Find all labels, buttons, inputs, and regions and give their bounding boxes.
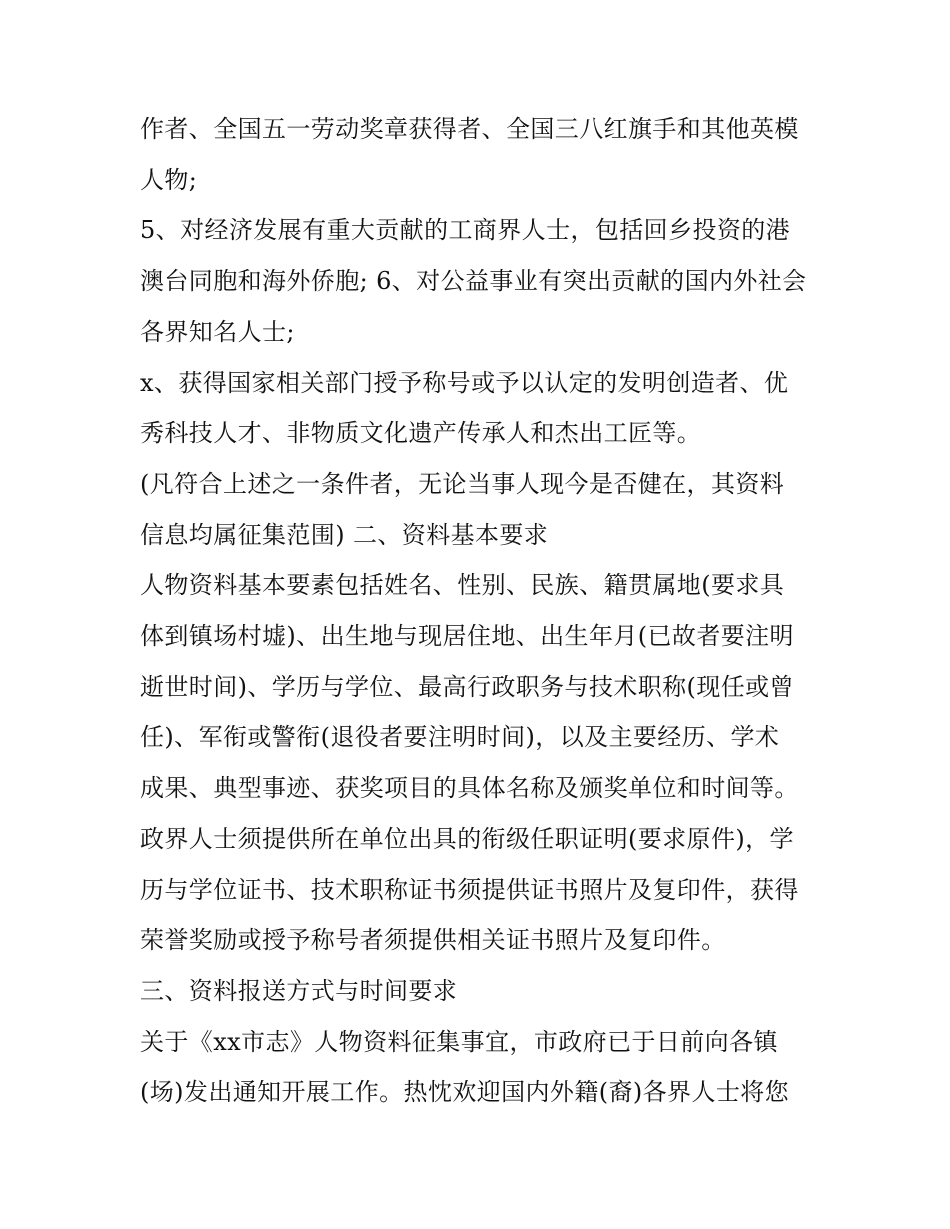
document-body: [140, 104, 820, 1118]
text-line: 作者、全国五一劳动奖章获得者、全国三八红旗手和其他英模: [140, 115, 799, 143]
text-line: 成果、典型事迹、获奖项目的具体名称及颁奖单位和时间等。: [140, 774, 799, 803]
text-line: (凡符合上述之一条件者，无论当事人现今是否健在，其资料: [140, 469, 785, 498]
text-line: x、获得国家相关部门授予称号或予以认定的发明创造者、优: [140, 368, 789, 397]
text-line: 任)、军衔或警衔(退役者要注明时间)，以及主要经历、学术: [140, 723, 780, 752]
text-line: 人物;: [140, 165, 198, 194]
text-line: (场)发出通知开展工作。热忱欢迎国内外籍(裔)各界人士将您: [140, 1078, 790, 1107]
text-line: 政界人士须提供所在单位出具的衔级任职证明(要求原件)，学: [140, 824, 794, 853]
text-line: 体到镇场村墟)、出生地与现居住地、出生年月(已故者要注明: [140, 622, 794, 651]
text-line: 关于《xx市志》人物资料征集事宜，市政府已于日前向各镇: [140, 1027, 778, 1056]
text-line: 5、对经济发展有重大贡献的工商界人士，包括回乡投资的港: [140, 216, 791, 245]
section-heading: 三、资料报送方式与时间要求: [140, 976, 458, 1005]
text-line: 荣誉奖励或授予称号者须提供相关证书照片及复印件。: [140, 926, 726, 955]
text-line: 澳台同胞和海外侨胞; 6、对公益事业有突出贡献的国内外社会: [140, 267, 807, 296]
text-line: 人物资料基本要素包括姓名、性别、民族、籍贯属地(要求具: [140, 571, 785, 600]
text-line: 各界知名人士;: [140, 317, 295, 346]
text-line: 信息均属征集范围) 二、资料基本要求: [140, 520, 549, 549]
text-line: 历与学位证书、技术职称证书须提供证书照片及复印件，获得: [140, 875, 799, 904]
text-line: 逝世时间)、学历与学位、最高行政职务与技术职称(现任或曾: [140, 672, 794, 701]
text-line: 秀科技人才、非物质文化遗产传承人和杰出工匠等。: [140, 419, 702, 448]
